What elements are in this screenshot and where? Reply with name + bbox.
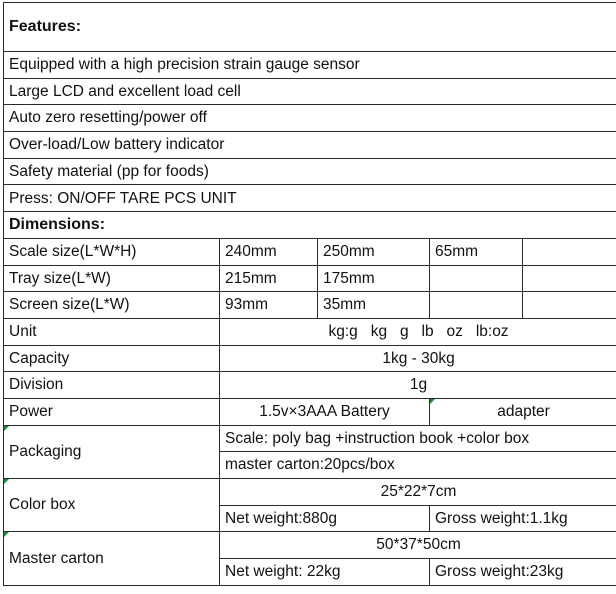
master-carton-label: Master carton <box>4 532 220 585</box>
screen-size-width: 35mm <box>318 292 430 319</box>
feature-row <box>4 52 616 79</box>
capacity-value: 1kg - 30kg <box>220 345 616 372</box>
feature-item: Equipped with a high precision strain gauge sensor <box>4 52 616 79</box>
screen-size-length: 93mm <box>220 292 318 319</box>
scale-size-row <box>4 238 616 265</box>
feature-item: Safety material (pp for foods) <box>4 158 616 185</box>
packaging-row-1 <box>4 425 616 452</box>
empty-cell <box>523 238 616 265</box>
master-carton-row-1 <box>4 532 616 559</box>
division-row <box>4 372 616 399</box>
empty-cell <box>430 265 523 292</box>
feature-item: Press: ON/OFF TARE PCS UNIT <box>4 185 616 212</box>
tray-size-row <box>4 265 616 292</box>
feature-item: Over-load/Low battery indicator <box>4 132 616 159</box>
division-value: 1g <box>220 372 616 399</box>
unit-label: Unit <box>4 318 220 345</box>
color-box-size: 25*22*7cm <box>220 479 616 506</box>
color-box-gross-weight: Gross weight:1.1kg <box>430 505 616 532</box>
feature-row <box>4 105 616 132</box>
product-spec-table <box>3 2 616 586</box>
feature-item: Large LCD and excellent load cell <box>4 78 616 105</box>
feature-row <box>4 185 616 212</box>
packaging-line-2: master carton:20pcs/box <box>220 452 616 479</box>
color-box-net-weight: Net weight:880g <box>220 505 430 532</box>
master-carton-gross-weight: Gross weight:23kg <box>430 559 616 586</box>
tray-size-width: 175mm <box>318 265 430 292</box>
power-row <box>4 398 616 425</box>
features-header: Features: <box>4 3 616 52</box>
packaging-label: Packaging <box>4 425 220 478</box>
capacity-row <box>4 345 616 372</box>
color-box-row-1 <box>4 479 616 506</box>
features-header-row <box>4 3 616 52</box>
dimensions-header: Dimensions: <box>4 212 616 239</box>
unit-row <box>4 318 616 345</box>
screen-size-row <box>4 292 616 319</box>
empty-cell <box>430 292 523 319</box>
scale-size-height: 65mm <box>430 238 523 265</box>
scale-size-label: Scale size(L*W*H) <box>4 238 220 265</box>
feature-row <box>4 78 616 105</box>
color-box-label: Color box <box>4 479 220 532</box>
master-carton-net-weight: Net weight: 22kg <box>220 559 430 586</box>
master-carton-size: 50*37*50cm <box>220 532 616 559</box>
scale-size-width: 250mm <box>318 238 430 265</box>
packaging-line-1: Scale: poly bag +instruction book +color box <box>220 425 616 452</box>
scale-size-length: 240mm <box>220 238 318 265</box>
power-battery: 1.5v×3AAA Battery <box>220 398 430 425</box>
capacity-label: Capacity <box>4 345 220 372</box>
tray-size-length: 215mm <box>220 265 318 292</box>
feature-row <box>4 158 616 185</box>
division-label: Division <box>4 372 220 399</box>
power-adapter: adapter <box>430 398 616 425</box>
feature-item: Auto zero resetting/power off <box>4 105 616 132</box>
dimensions-header-row <box>4 212 616 239</box>
power-label: Power <box>4 398 220 425</box>
screen-size-label: Screen size(L*W) <box>4 292 220 319</box>
feature-row <box>4 132 616 159</box>
tray-size-label: Tray size(L*W) <box>4 265 220 292</box>
empty-cell <box>523 265 616 292</box>
empty-cell <box>523 292 616 319</box>
unit-value: kg:g kg g lb oz lb:oz <box>220 318 616 345</box>
